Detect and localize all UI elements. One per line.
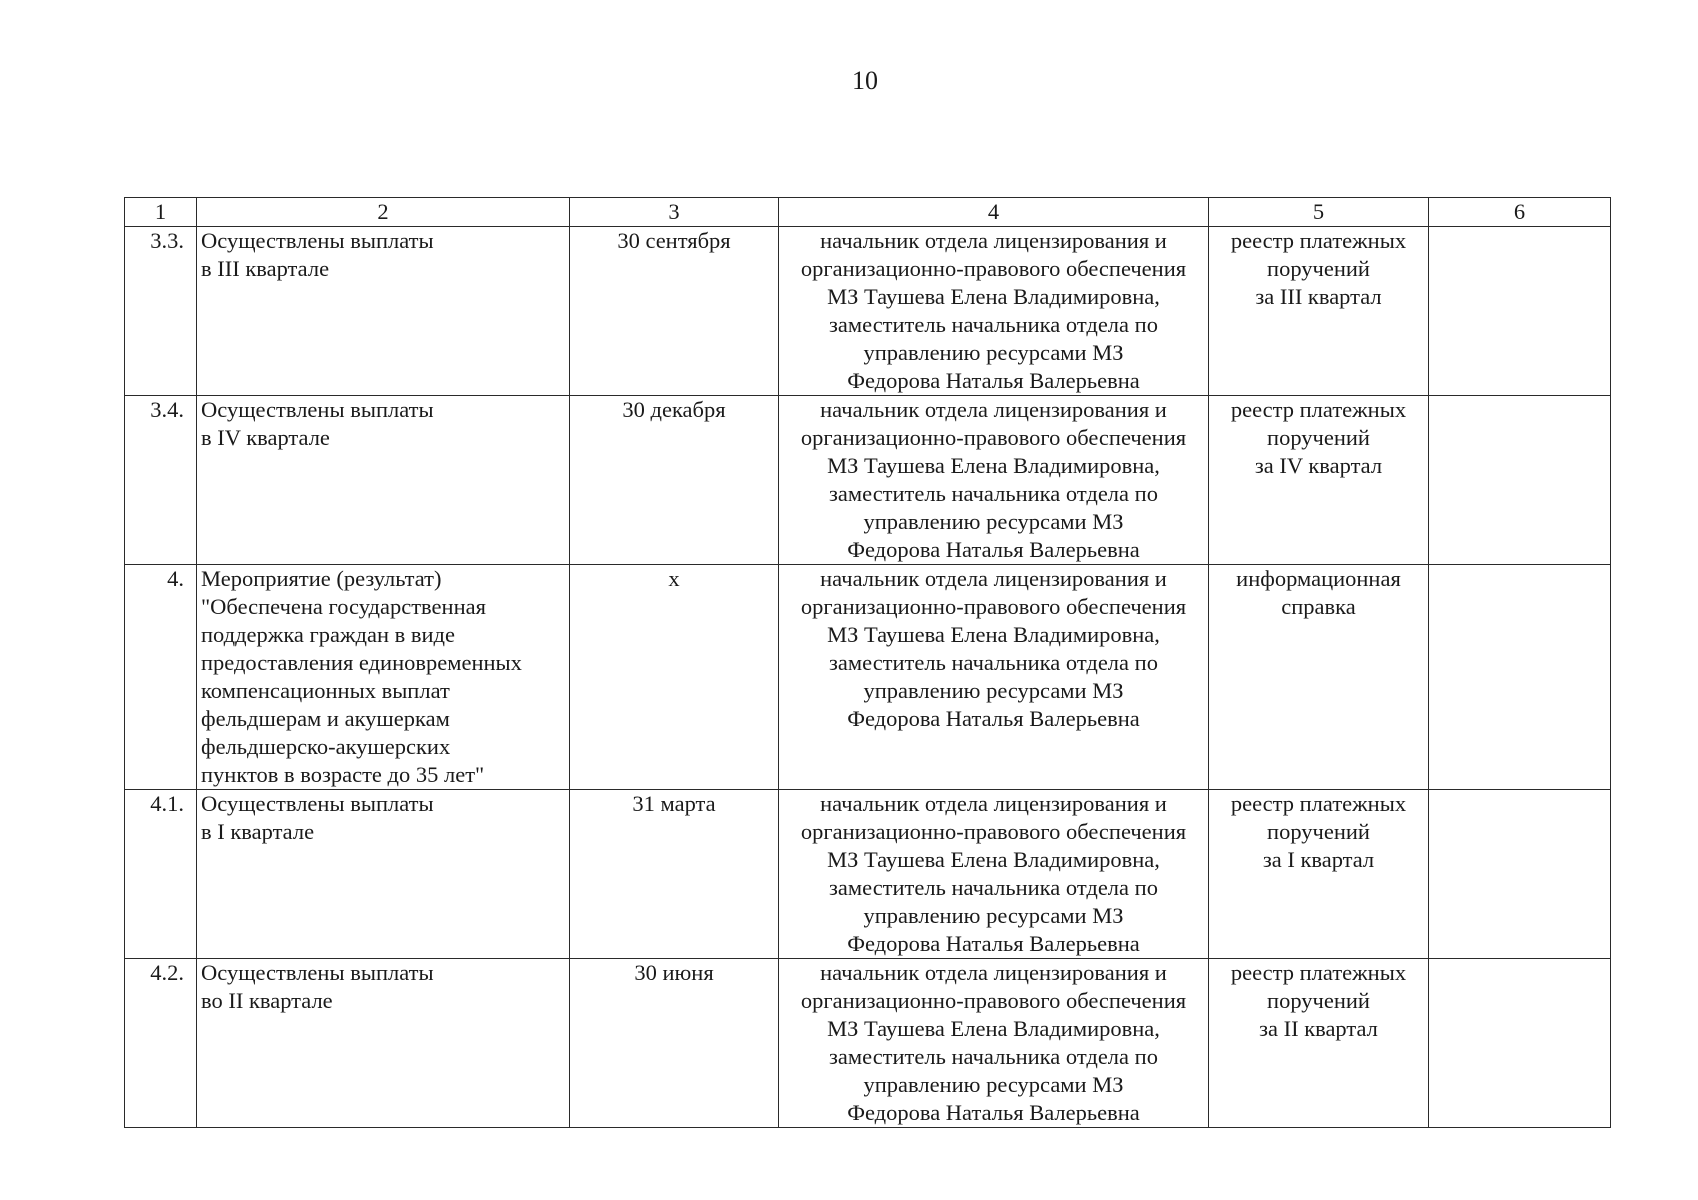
responsible-person: начальник отдела лицензирования и организационно-правового обеспечения МЗ Таушева Елена Владимировна, заместитель начальника отдела по управлению ресурсами МЗ Федорова Наталья Валерьевна [779,790,1209,959]
table-header-row [125,198,1611,227]
event-name: Осуществлены выплаты во II квартале [197,959,570,1128]
table-row [125,565,1611,790]
row-number: 4. [125,565,197,790]
column-header: 2 [197,198,570,227]
note-cell [1429,227,1611,396]
responsible-person: начальник отдела лицензирования и организационно-правового обеспечения МЗ Таушева Елена Владимировна, заместитель начальника отдела по управлению ресурсами МЗ Федорова Наталья Валерьевна [779,396,1209,565]
responsible-person: начальник отдела лицензирования и организационно-правового обеспечения МЗ Таушева Елена Владимировна, заместитель начальника отдела по управлению ресурсами МЗ Федорова Наталья Валерьевна [779,959,1209,1128]
note-cell [1429,565,1611,790]
deadline: x [570,565,779,790]
row-number: 4.2. [125,959,197,1128]
row-number: 4.1. [125,790,197,959]
event-name: Осуществлены выплаты в IV квартале [197,396,570,565]
table-row [125,227,1611,396]
deadline: 30 декабря [570,396,779,565]
confirming-document: информационная справка [1209,565,1429,790]
note-cell [1429,396,1611,565]
confirming-document: реестр платежных поручений за II квартал [1209,959,1429,1128]
row-number: 3.3. [125,227,197,396]
row-number: 3.4. [125,396,197,565]
column-header: 4 [779,198,1209,227]
confirming-document: реестр платежных поручений за I квартал [1209,790,1429,959]
column-header: 5 [1209,198,1429,227]
deadline: 31 марта [570,790,779,959]
page-number: 10 [852,66,878,95]
deadline: 30 июня [570,959,779,1128]
responsible-person: начальник отдела лицензирования и организационно-правового обеспечения МЗ Таушева Елена Владимировна, заместитель начальника отдела по управлению ресурсами МЗ Федорова Наталья Валерьевна [779,227,1209,396]
note-cell [1429,790,1611,959]
table-row [125,790,1611,959]
plan-table [124,197,1611,1128]
table-row [125,959,1611,1128]
event-name: Мероприятие (результат) "Обеспечена государственная поддержка граждан в виде предоставления единовременных компенсационных выплат фельдшерам и акушеркам фельдшерско-акушерских пунктов в возрасте до 35 лет" [197,565,570,790]
confirming-document: реестр платежных поручений за III квартал [1209,227,1429,396]
responsible-person: начальник отдела лицензирования и организационно-правового обеспечения МЗ Таушева Елена Владимировна, заместитель начальника отдела по управлению ресурсами МЗ Федорова Наталья Валерьевна [779,565,1209,790]
event-name: Осуществлены выплаты в III квартале [197,227,570,396]
note-cell [1429,959,1611,1128]
event-name: Осуществлены выплаты в I квартале [197,790,570,959]
column-header: 1 [125,198,197,227]
column-header: 6 [1429,198,1611,227]
deadline: 30 сентября [570,227,779,396]
confirming-document: реестр платежных поручений за IV квартал [1209,396,1429,565]
column-header: 3 [570,198,779,227]
table-row [125,396,1611,565]
